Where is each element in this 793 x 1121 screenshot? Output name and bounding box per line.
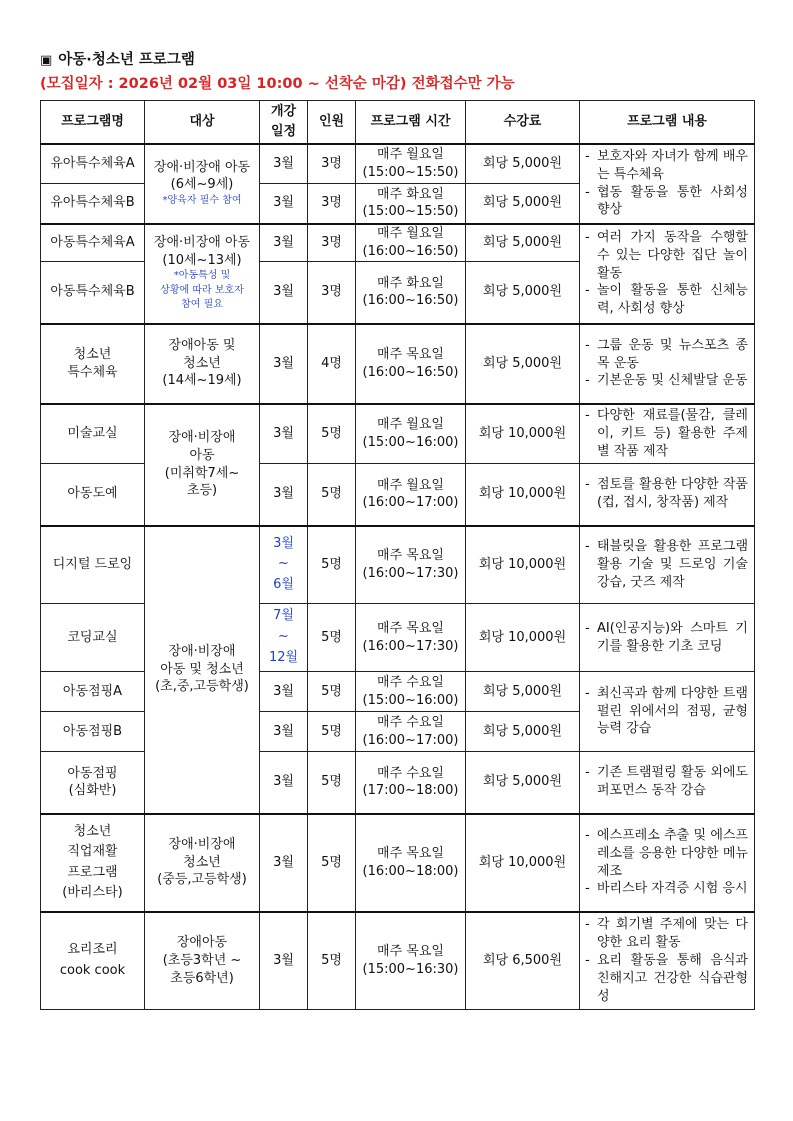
program-time: 매주 목요일 (15:00~16:30) — [356, 912, 466, 1010]
capacity: 4명 — [308, 324, 356, 404]
table-row — [41, 404, 755, 464]
square-bullet-icon: ▣ — [40, 53, 53, 68]
program-time: 매주 월요일 (16:00~16:50) — [356, 224, 466, 262]
fee: 회당 5,000원 — [466, 262, 580, 324]
program-name: 청소년 직업재활 프로그램 (바리스타) — [41, 814, 145, 912]
program-content — [580, 324, 755, 404]
fee: 회당 5,000원 — [466, 224, 580, 262]
program-name: 디지털 드로잉 — [41, 526, 145, 604]
fee: 회당 10,000원 — [466, 604, 580, 672]
col-header-name: 프로그램명 — [41, 101, 145, 144]
content-item: - 바리스타 자격증 시험 응시 — [585, 881, 748, 897]
program-name: 유아특수체육B — [41, 184, 145, 224]
program-content — [580, 604, 755, 672]
content-item: - 그룹 운동 및 뉴스포츠 종목 운동 — [585, 337, 748, 371]
start-month: 3월 — [260, 144, 308, 184]
capacity: 3명 — [308, 184, 356, 224]
fee: 회당 5,000원 — [466, 712, 580, 752]
program-time: 매주 목요일 (16:00~17:30) — [356, 604, 466, 672]
table-row — [41, 144, 755, 184]
program-time: 매주 화요일 (15:00~15:50) — [356, 184, 466, 224]
start-month: 3월 — [260, 224, 308, 262]
program-time: 매주 월요일 (16:00~17:00) — [356, 464, 466, 526]
start-month: 3월 — [260, 184, 308, 224]
col-header-content: 프로그램 내용 — [580, 101, 755, 144]
program-content — [580, 144, 755, 224]
program-content — [580, 224, 755, 324]
capacity: 5명 — [308, 526, 356, 604]
content-item: - 각 회기별 주제에 맞는 다양한 요리 활동 — [585, 916, 748, 950]
content-item: - 협동 활동을 통한 사회성 향상 — [585, 184, 748, 218]
target-text: 장애·비장애 아동 (미취학7세~ 초등) — [145, 404, 260, 526]
start-month: 3월 — [260, 464, 308, 526]
capacity: 5명 — [308, 672, 356, 712]
program-content — [580, 464, 755, 526]
program-name: 아동점핑 (심화반) — [41, 752, 145, 814]
program-name: 아동점핑A — [41, 672, 145, 712]
capacity: 3명 — [308, 262, 356, 324]
program-time: 매주 수요일 (17:00~18:00) — [356, 752, 466, 814]
capacity: 5명 — [308, 404, 356, 464]
fee: 회당 10,000원 — [466, 464, 580, 526]
table-row — [41, 912, 755, 1010]
content-item: - 다양한 재료를(물감, 클레이, 키트 등) 활용한 주제별 작품 제작 — [585, 407, 748, 459]
start-month: 3월 — [260, 404, 308, 464]
target-text: 장애·비장애 청소년 (중등,고등학생) — [145, 814, 260, 912]
target-text: 장애·비장애 아동 및 청소년 (초,중,고등학생) — [145, 526, 260, 814]
section-title: 아동·청소년 프로그램 — [58, 52, 195, 68]
start-month: 3월 — [260, 752, 308, 814]
fee: 회당 10,000원 — [466, 526, 580, 604]
program-content — [580, 752, 755, 814]
capacity: 3명 — [308, 224, 356, 262]
start-month: 3월 — [260, 262, 308, 324]
table-row — [41, 324, 755, 404]
target-text: 장애아동 (초등3학년 ~ 초등6학년) — [145, 912, 260, 1010]
content-item: - 요리 활동을 통해 음식과 친해지고 건강한 식습관형성 — [585, 952, 748, 1004]
col-header-time: 프로그램 시간 — [356, 101, 466, 144]
capacity: 5명 — [308, 752, 356, 814]
program-time: 매주 화요일 (16:00~16:50) — [356, 262, 466, 324]
capacity: 5명 — [308, 814, 356, 912]
program-time: 매주 수요일 (15:00~16:00) — [356, 672, 466, 712]
program-time: 매주 목요일 (16:00~18:00) — [356, 814, 466, 912]
fee: 회당 10,000원 — [466, 814, 580, 912]
program-name: 요리조리 cook cook — [41, 912, 145, 1010]
program-content — [580, 526, 755, 604]
program-content — [580, 912, 755, 1010]
start-month: 3월 — [260, 672, 308, 712]
program-time: 매주 수요일 (16:00~17:00) — [356, 712, 466, 752]
program-name: 청소년 특수체육 — [41, 324, 145, 404]
table-header-row — [41, 101, 755, 144]
content-item: - 태블릿을 활용한 프로그램 활용 기술 및 드로잉 기술 강습, 굿즈 제작 — [585, 538, 748, 590]
target-cell — [145, 144, 260, 224]
fee: 회당 6,500원 — [466, 912, 580, 1010]
content-item: - 점토를 활용한 다양한 작품(컵, 접시, 창작품) 제작 — [585, 477, 748, 511]
col-header-fee: 수강료 — [466, 101, 580, 144]
content-item: - AI(인공지능)와 스마트 기기를 활용한 기초 코딩 — [585, 620, 748, 654]
program-content — [580, 814, 755, 912]
target-note: *아동특성 및 상황에 따라 보호자 참여 필요 — [160, 270, 244, 311]
program-content — [580, 404, 755, 464]
capacity: 5명 — [308, 464, 356, 526]
program-time: 매주 월요일 (15:00~16:00) — [356, 404, 466, 464]
section-heading — [40, 48, 195, 69]
table-row — [41, 814, 755, 912]
start-month: 3월 ~ 6월 — [260, 526, 308, 604]
program-name: 유아특수체육A — [41, 144, 145, 184]
program-table — [40, 100, 755, 1010]
program-name: 아동점핑B — [41, 712, 145, 752]
target-cell — [145, 224, 260, 324]
target-text: 장애아동 및 청소년 (14세~19세) — [145, 324, 260, 404]
program-name: 아동특수체육B — [41, 262, 145, 324]
start-month: 3월 — [260, 324, 308, 404]
col-header-start: 개강 일정 — [260, 101, 308, 144]
table-row — [41, 224, 755, 262]
recruitment-notice: (모집일자 : 2026년 02월 03일 10:00 ~ 선착순 마감) 전화접수만 가능 — [40, 76, 515, 92]
fee: 회당 5,000원 — [466, 184, 580, 224]
program-time: 매주 월요일 (15:00~15:50) — [356, 144, 466, 184]
program-time: 매주 목요일 (16:00~17:30) — [356, 526, 466, 604]
capacity: 5명 — [308, 912, 356, 1010]
content-item: - 에스프레소 추출 및 에스프레소를 응용한 다양한 메뉴 제조 — [585, 827, 748, 879]
program-name: 아동도예 — [41, 464, 145, 526]
program-name: 미술교실 — [41, 404, 145, 464]
col-header-target: 대상 — [145, 101, 260, 144]
content-item: - 보호자와 자녀가 함께 배우는 특수체육 — [585, 148, 748, 182]
content-item: - 기본운동 및 신체발달 운동 — [585, 373, 748, 389]
content-item: - 기존 트램펄링 활동 외에도 퍼포먼스 동작 강습 — [585, 765, 748, 799]
program-content — [580, 672, 755, 752]
start-month: 7월 ~ 12월 — [260, 604, 308, 672]
content-item: - 놀이 활동을 통한 신체능력, 사회성 향상 — [585, 283, 748, 317]
target-text: 장애·비장애 아동 (6세~9세) — [153, 159, 251, 193]
target-text: 장애·비장애 아동 (10세~13세) — [153, 235, 251, 268]
fee: 회당 5,000원 — [466, 752, 580, 814]
target-note: *양육자 필수 참여 — [162, 194, 242, 206]
fee: 회당 5,000원 — [466, 324, 580, 404]
content-item: - 최신곡과 함께 다양한 트램펄린 위에서의 점핑, 균형 능력 강습 — [585, 685, 748, 737]
program-time: 매주 목요일 (16:00~16:50) — [356, 324, 466, 404]
fee: 회당 10,000원 — [466, 404, 580, 464]
start-month: 3월 — [260, 912, 308, 1010]
program-name: 아동특수체육A — [41, 224, 145, 262]
content-item: - 여러 가지 동작을 수행할 수 있는 다양한 집단 놀이 활동 — [585, 229, 748, 281]
start-month: 3월 — [260, 814, 308, 912]
fee: 회당 5,000원 — [466, 672, 580, 712]
fee: 회당 5,000원 — [466, 144, 580, 184]
capacity: 3명 — [308, 144, 356, 184]
capacity: 5명 — [308, 712, 356, 752]
program-name: 코딩교실 — [41, 604, 145, 672]
col-header-capacity: 인원 — [308, 101, 356, 144]
start-month: 3월 — [260, 712, 308, 752]
table-row — [41, 526, 755, 604]
capacity: 5명 — [308, 604, 356, 672]
